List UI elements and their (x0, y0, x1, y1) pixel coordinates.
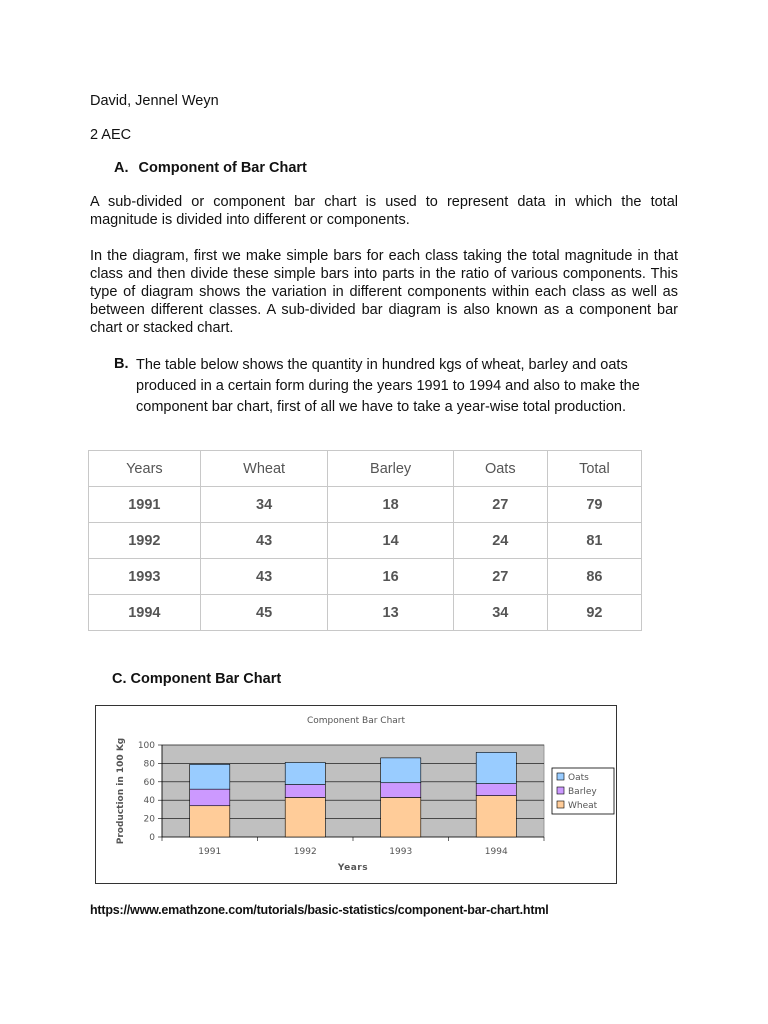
bar-segment-oats (476, 752, 516, 783)
table-row (89, 559, 642, 595)
table-cell: 34 (453, 595, 547, 631)
chart-canvas (96, 706, 616, 883)
section-b-marker: B. (114, 356, 129, 372)
component-bar-chart (95, 705, 617, 884)
table-header: Years (89, 451, 201, 487)
bar-segment-barley (190, 789, 230, 806)
x-tick-label: 1994 (484, 847, 508, 857)
legend-swatch-barley (557, 787, 564, 794)
bar-segment-wheat (476, 796, 516, 837)
legend-swatch-oats (557, 773, 564, 780)
table-cell: 81 (547, 523, 641, 559)
production-table (88, 450, 642, 631)
table-cell: 18 (328, 487, 453, 523)
table-cell: 1994 (89, 595, 201, 631)
table-cell: 14 (328, 523, 453, 559)
table-cell: 43 (200, 559, 328, 595)
table-header: Barley (328, 451, 453, 487)
bar-segment-barley (381, 783, 421, 798)
section-a-marker: A. (114, 160, 129, 176)
section-a-heading (114, 160, 307, 176)
bar-segment-wheat (285, 797, 325, 837)
bar-segment-wheat (190, 806, 230, 837)
bar-segment-barley (476, 784, 516, 796)
section-a-paragraph-2: In the diagram, first we make simple bars for each class taking the total magnitude in that class and then divide these simple bars into parts in the ratio of various components. This type of diagram shows the variation in different components within each class as well as between different classes. A sub-divided bar diagram is also known as a component bar chart or stacked chart. (90, 248, 678, 336)
table-header-row (89, 451, 642, 487)
y-axis-title: Production in 100 Kg (116, 737, 126, 845)
table-cell: 43 (200, 523, 328, 559)
table-cell: 27 (453, 559, 547, 595)
y-tick-label: 40 (143, 796, 155, 807)
table-row (89, 595, 642, 631)
bar-segment-barley (285, 785, 325, 798)
table-cell: 24 (453, 523, 547, 559)
table-cell: 45 (200, 595, 328, 631)
section-a-title: Component of Bar Chart (138, 160, 307, 176)
table-row (89, 487, 642, 523)
table-cell: 1991 (89, 487, 201, 523)
bar-segment-oats (190, 764, 230, 789)
chart-title: Component Bar Chart (306, 716, 406, 726)
table-cell: 86 (547, 559, 641, 595)
section-c-title: C. Component Bar Chart (112, 671, 282, 687)
table-header: Total (547, 451, 641, 487)
table-header: Oats (453, 451, 547, 487)
bar-segment-wheat (381, 797, 421, 837)
section-a-paragraph-1: A sub-divided or component bar chart is used to represent data in which the total magnitude is divided into different or components. (90, 194, 678, 228)
x-axis-title: Years (337, 863, 369, 873)
y-tick-label: 100 (137, 741, 155, 751)
table-cell: 1992 (89, 523, 201, 559)
bar-segment-oats (285, 762, 325, 784)
table-row (89, 523, 642, 559)
table-cell: 13 (328, 595, 453, 631)
table-cell: 34 (200, 487, 328, 523)
y-tick-label: 80 (143, 759, 155, 770)
y-tick-label: 60 (143, 777, 155, 788)
class-label: 2 AEC (90, 127, 132, 143)
table-cell: 92 (547, 595, 641, 631)
table-header: Wheat (200, 451, 328, 487)
legend-label-wheat: Wheat (568, 801, 598, 811)
x-tick-label: 1991 (198, 847, 222, 857)
x-tick-label: 1993 (389, 847, 413, 857)
x-tick-label: 1992 (293, 847, 317, 857)
y-tick-label: 20 (143, 814, 155, 825)
author-name: David, Jennel Weyn (90, 93, 219, 109)
source-link[interactable]: https://www.emathzone.com/tutorials/basic-statistics/component-bar-chart.html (90, 903, 549, 917)
y-tick-label: 0 (149, 833, 155, 843)
section-b-text: The table below shows the quantity in hundred kgs of wheat, barley and oats produced in a certain form during the years 1991 to 1994 and also to make the component bar chart, first of all we have to take a year-wise total production. (136, 357, 640, 415)
legend-swatch-wheat (557, 801, 564, 808)
table-cell: 16 (328, 559, 453, 595)
table-cell: 79 (547, 487, 641, 523)
bar-segment-oats (381, 758, 421, 783)
table-cell: 1993 (89, 559, 201, 595)
table-cell: 27 (453, 487, 547, 523)
legend-label-barley: Barley (568, 787, 597, 797)
legend-label-oats: Oats (568, 773, 589, 783)
